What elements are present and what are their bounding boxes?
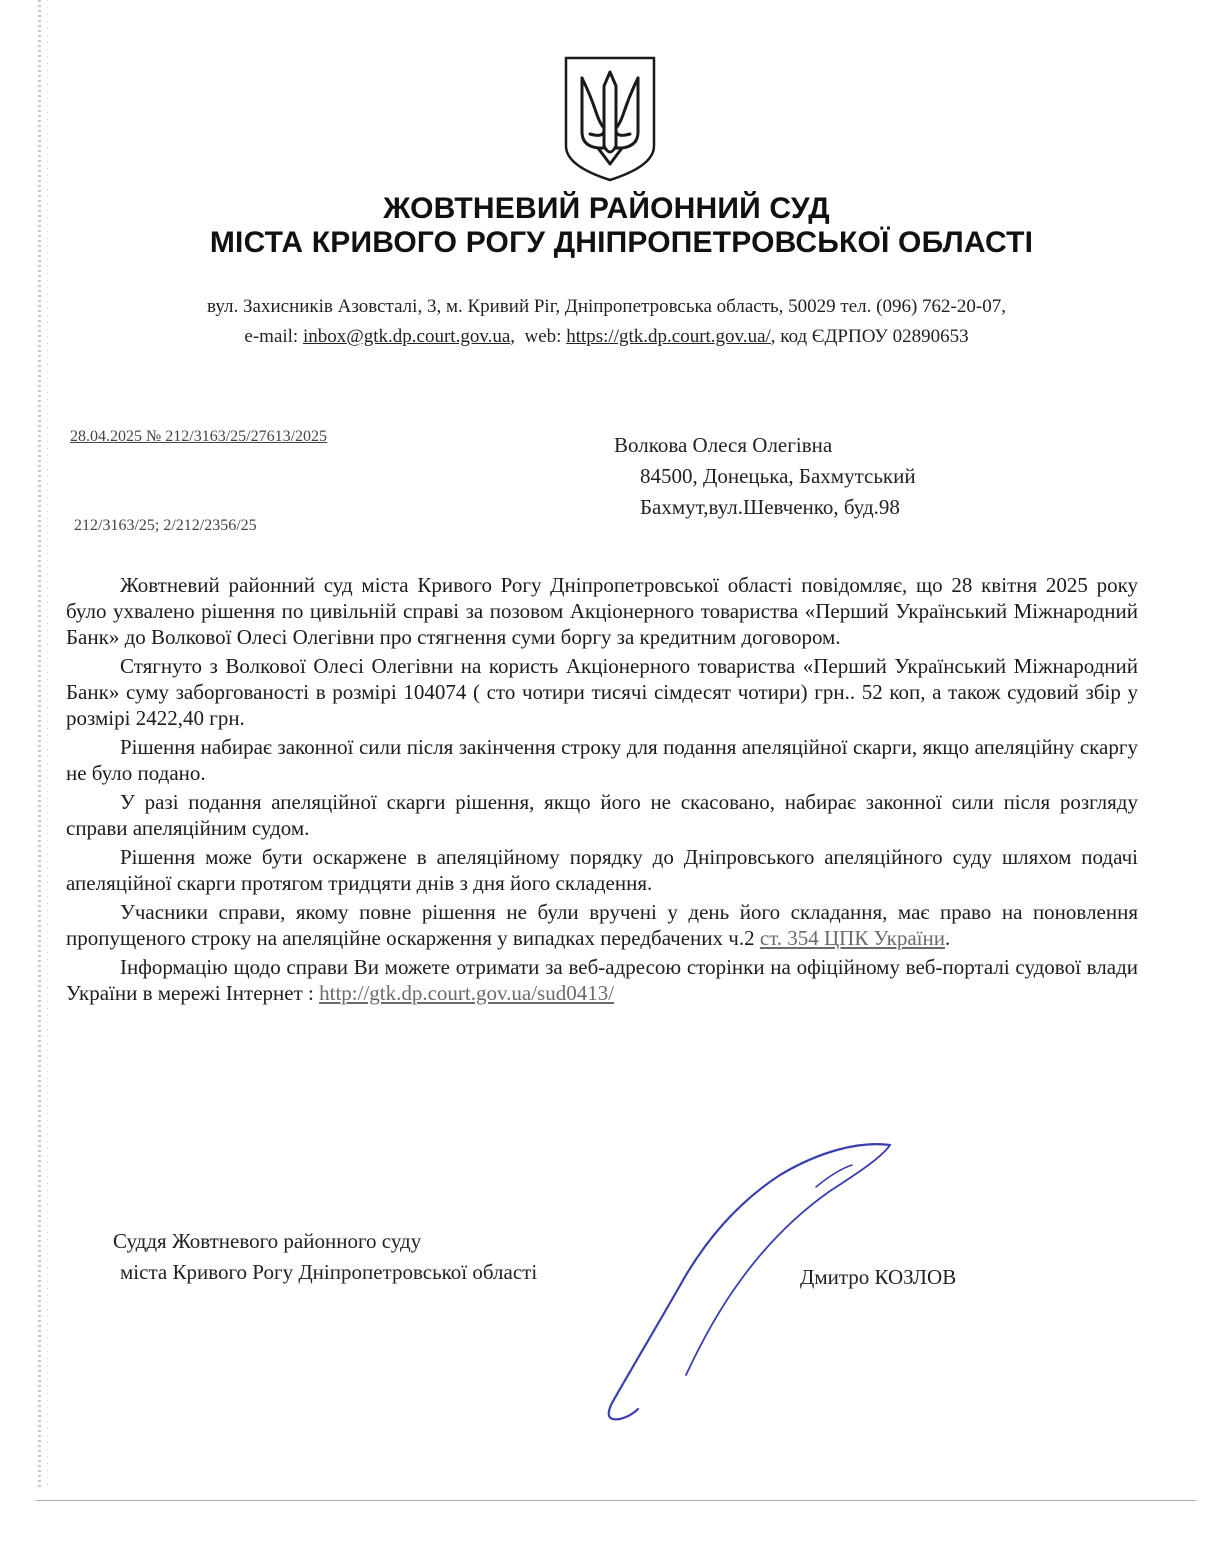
body-paragraph-text: Інформацію щодо справи Ви можете отримати за веб-адресою сторінки на офіційному веб-порталі судової влади України в мережі Інтернет : <box>66 955 1138 1005</box>
web-link[interactable]: https://gtk.dp.court.gov.ua/ <box>566 326 771 347</box>
judge-position-line: Суддя Жовтневого районного суду <box>113 1229 422 1253</box>
recipient-block <box>614 430 916 523</box>
recipient-address-line: 84500, Донецька, Бахмутський <box>640 464 916 488</box>
body-paragraph-text: Учасники справи, якому повне рішення не були вручені у день його складання, має право на поновлення пропущеного строку на апеляційне оскарження у випадках передбачених ч.2 <box>66 900 1138 950</box>
court-contacts: e-mail: inbox@gtk.dp.court.gov.ua, web: https://gtk.dp.court.gov.ua/, код ЄДРПОУ 02890653 <box>244 326 969 347</box>
judge-position-line: міста Кривого Рогу Дніпропетровської області <box>120 1260 538 1284</box>
body-paragraph-end: . <box>944 926 951 950</box>
web-label: web: <box>524 326 567 347</box>
body-paragraph: Стягнуто з Волкової Олесі Олегівни на користь Акціонерного товариства «Перший Український Міжнародний Банк» суму заборгованості в розмірі 104074 ( сто чотири тисячі сімдесят чотири) грн.. 52 коп, а також судовий збір у розмірі 2422,40 грн. <box>66 654 1138 730</box>
court-page-link[interactable]: http://gtk.dp.court.gov.ua/sud0413/ <box>319 981 615 1005</box>
body-paragraph <box>66 954 1138 1006</box>
body-paragraph <box>66 899 1138 951</box>
court-name-line1: ЖОВТНЕВИЙ РАЙОННИЙ СУД <box>383 192 830 225</box>
body-paragraph: Рішення набирає законної сили після закінчення строку для подання апеляційної скарги, якщо апеляційну скаргу не було подано. <box>66 735 1138 785</box>
body-paragraph: У разі подання апеляційної скарги рішення, якщо його не скасовано, набирає законної сили після розгляду справи апеляційним судом. <box>66 790 1138 840</box>
letter-body <box>66 572 1138 1009</box>
coat-of-arms-icon <box>560 54 660 184</box>
edrpou-code: , код ЄДРПОУ 02890653 <box>770 326 969 347</box>
recipient-address-line: Бахмут,вул.Шевченко, буд.98 <box>640 495 900 519</box>
judge-name: Дмитро КОЗЛОВ <box>800 1265 957 1289</box>
body-paragraph: Рішення може бути оскаржене в апеляційному порядку до Дніпровського апеляційного суду шляхом подачі апеляційної скарги протягом тридцяти днів з дня його складення. <box>66 845 1138 895</box>
judge-position <box>113 1226 537 1288</box>
court-address: вул. Захисників Азовсталі, 3, м. Кривий Ріг, Дніпропетровська область, 50029 тел. (096) 762-20-07, <box>207 296 1006 317</box>
email-label: e-mail: <box>244 326 303 347</box>
court-name-line2: МІСТА КРИВОГО РОГУ ДНІПРОПЕТРОВСЬКОЇ ОБЛАСТІ <box>209 226 1034 259</box>
outgoing-number: 28.04.2025 № 212/3163/25/27613/2025 <box>70 428 328 445</box>
recipient-name: Волкова Олеся Олегівна <box>614 433 833 457</box>
email-link[interactable]: inbox@gtk.dp.court.gov.ua <box>302 326 511 347</box>
case-reference: 212/3163/25; 2/212/2356/25 <box>74 517 257 534</box>
body-paragraph: Жовтневий районний суд міста Кривого Рогу Дніпропетровської області повідомляє, що 28 квітня 2025 року було ухвалено рішення по цивільній справі за позовом Акціонерного товариства «Перший Український Міжнародний Банк» до Волкової Олесі Олегівни про стягнення суми боргу за кредитним договором. <box>66 573 1138 649</box>
law-article-link[interactable]: ст. 354 ЦПК України <box>759 926 945 950</box>
scan-edge-artifact <box>36 1500 1196 1501</box>
